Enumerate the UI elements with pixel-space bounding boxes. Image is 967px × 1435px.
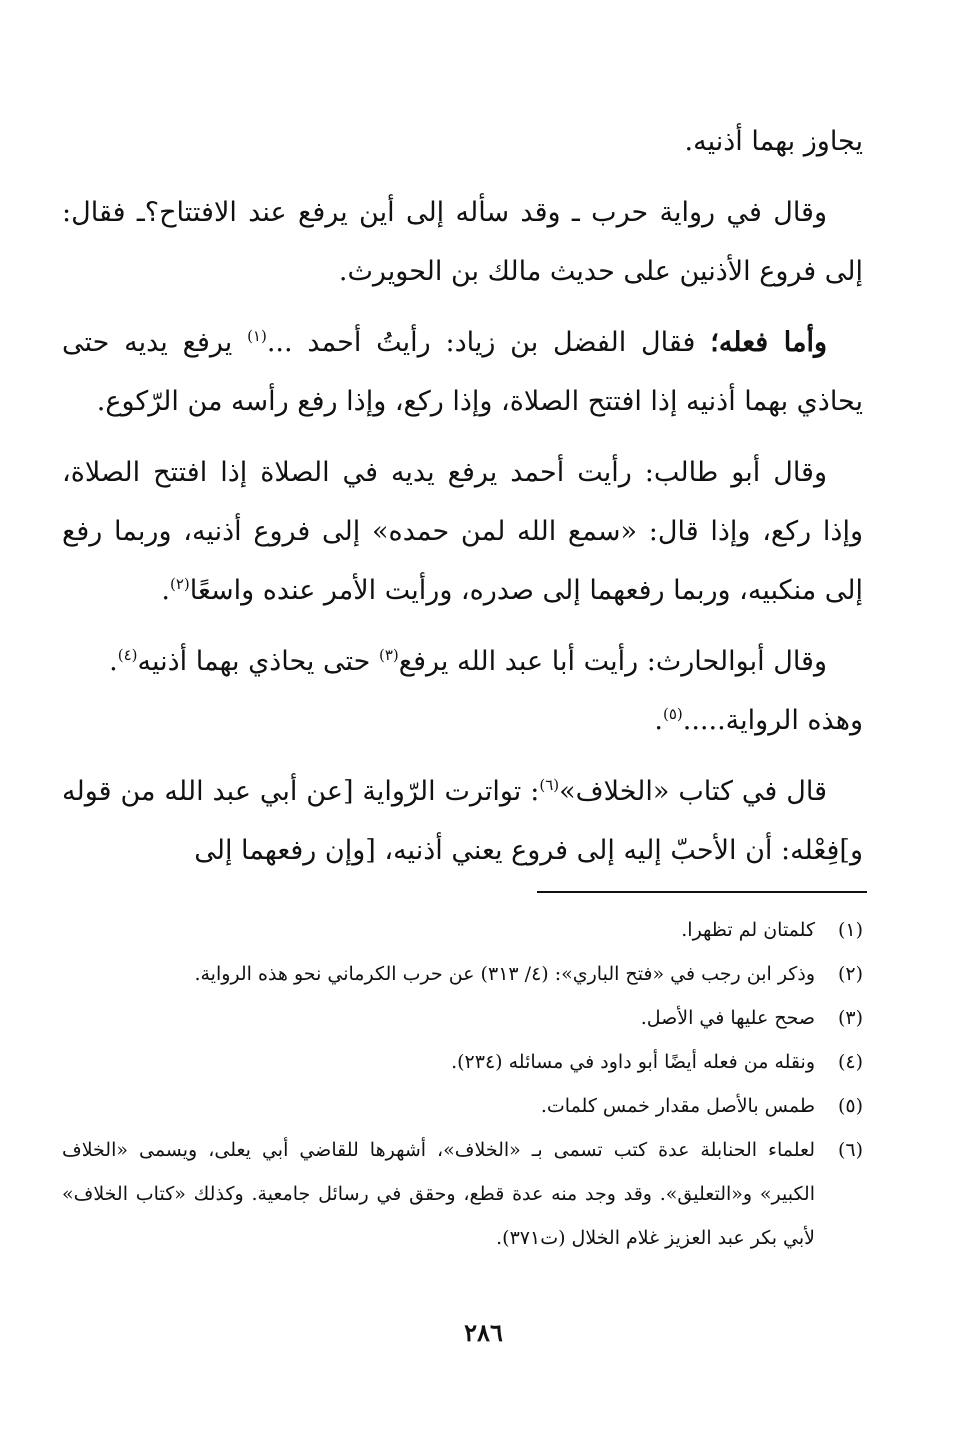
footnote-number: (٤) <box>837 1051 863 1073</box>
paragraph-2 <box>62 183 863 301</box>
footnote-text: وذكر ابن رجب في «فتح الباري»: (٤/ ٣١٣) عن حرب الكرماني نحو هذه الرواية. <box>194 963 815 985</box>
paragraph-4 <box>62 443 863 620</box>
footnote-text: صحح عليها في الأصل. <box>640 1007 815 1029</box>
footnotes <box>62 908 863 1260</box>
footnote-divider <box>537 891 867 893</box>
paragraph-5-part1: وقال أبوالحارث: رأيت أبا عبد الله يرفع <box>398 646 827 677</box>
paragraph-1 <box>62 112 863 171</box>
footnote-ref-5[interactable]: (٥) <box>662 705 683 723</box>
footnote-number: (١) <box>837 919 863 941</box>
paragraph-6 <box>62 691 863 750</box>
footnote-ref-3[interactable]: (٣) <box>378 646 399 664</box>
footnote-ref-4[interactable]: (٤) <box>117 646 138 664</box>
paragraph-5-part3: . <box>109 646 118 677</box>
footnote-item <box>62 908 863 952</box>
footnote-text: لعلماء الحنابلة عدة كتب تسمى بـ «الخلاف»، أشهرها للقاضي أبي يعلى، ويسمى «الخلاف الكبير» و«التعليق». وقد وجد منه عدة قطع، وحقق في رسائل جامعية. وكذلك «كتاب الخلاف» لأبي بكر عبد العزيز غلام الخلال (ت٣٧١). <box>62 1139 815 1249</box>
paragraph-3-lead: وأما فعله؛ <box>710 327 827 358</box>
paragraph-3 <box>62 313 863 431</box>
paragraph-6-part1: وهذه الرواية..... <box>682 705 863 736</box>
footnote-item <box>62 1040 863 1084</box>
paragraph-3-part2: يرفع يديه حتى يحاذي بهما أذنيه إذا افتتح الصلاة، وإذا ركع، وإذا رفع رأسه من الرّكوع. <box>62 327 863 417</box>
footnote-ref-2[interactable]: (٢) <box>169 575 190 593</box>
paragraph-6-part2: . <box>654 705 663 736</box>
paragraph-1-text: يجاوز بهما أذنيه. <box>684 126 863 157</box>
footnote-ref-6[interactable]: (٦) <box>539 776 560 794</box>
footnote-ref-1[interactable]: (١) <box>247 327 267 345</box>
paragraph-4-part2: . <box>161 575 170 606</box>
paragraph-4-part1: وقال أبو طالب: رأيت أحمد يرفع يديه في الصلاة إذا افتتح الصلاة، وإذا ركع، وإذا قال: «سمع الله لمن حمده» إلى فروع أذنيه، وربما رفع إلى منكبيه، وربما رفعهما إلى صدره، ورأيت الأمر عنده واسعًا <box>62 457 863 606</box>
paragraph-7-part2: : تواترت الرّواية [عن أبي عبد الله من قوله و]فِعْله: أن الأحبّ إليه إلى فروع يعني أذنيه، [وإن رفعهما إلى <box>62 776 863 866</box>
footnote-number: (٣) <box>837 1007 863 1029</box>
paragraph-7-part1: قال في كتاب «الخلاف» <box>559 776 827 807</box>
footnote-item <box>62 996 863 1040</box>
footnote-item <box>62 1084 863 1128</box>
paragraph-2-text: وقال في رواية حرب ـ وقد سأله إلى أين يرفع عند الافتتاح؟ـ فقال: إلى فروع الأذنين على حديث مالك بن الحويرث. <box>62 197 863 287</box>
footnote-number: (٥) <box>837 1095 863 1117</box>
footnote-text: كلمتان لم تظهرا. <box>681 919 815 941</box>
footnote-item <box>62 952 863 996</box>
footnote-item <box>62 1128 863 1260</box>
paragraph-5-part2: حتى يحاذي بهما أذنيه <box>137 646 379 677</box>
footnote-text: ونقله من فعله أيضًا أبو داود في مسائله (٢٣٤). <box>451 1051 815 1073</box>
footnote-number: (٦) <box>837 1139 863 1161</box>
paragraph-3-part1: فقال الفضل بن زياد: رأيتُ أحمد ... <box>266 327 711 358</box>
footnote-number: (٢) <box>837 963 863 985</box>
paragraph-5 <box>62 632 863 691</box>
paragraph-7 <box>62 762 863 880</box>
page-number: ٢٨٦ <box>464 1318 503 1347</box>
main-text <box>62 112 863 892</box>
footnote-text: طمس بالأصل مقدار خمس كلمات. <box>540 1095 815 1117</box>
